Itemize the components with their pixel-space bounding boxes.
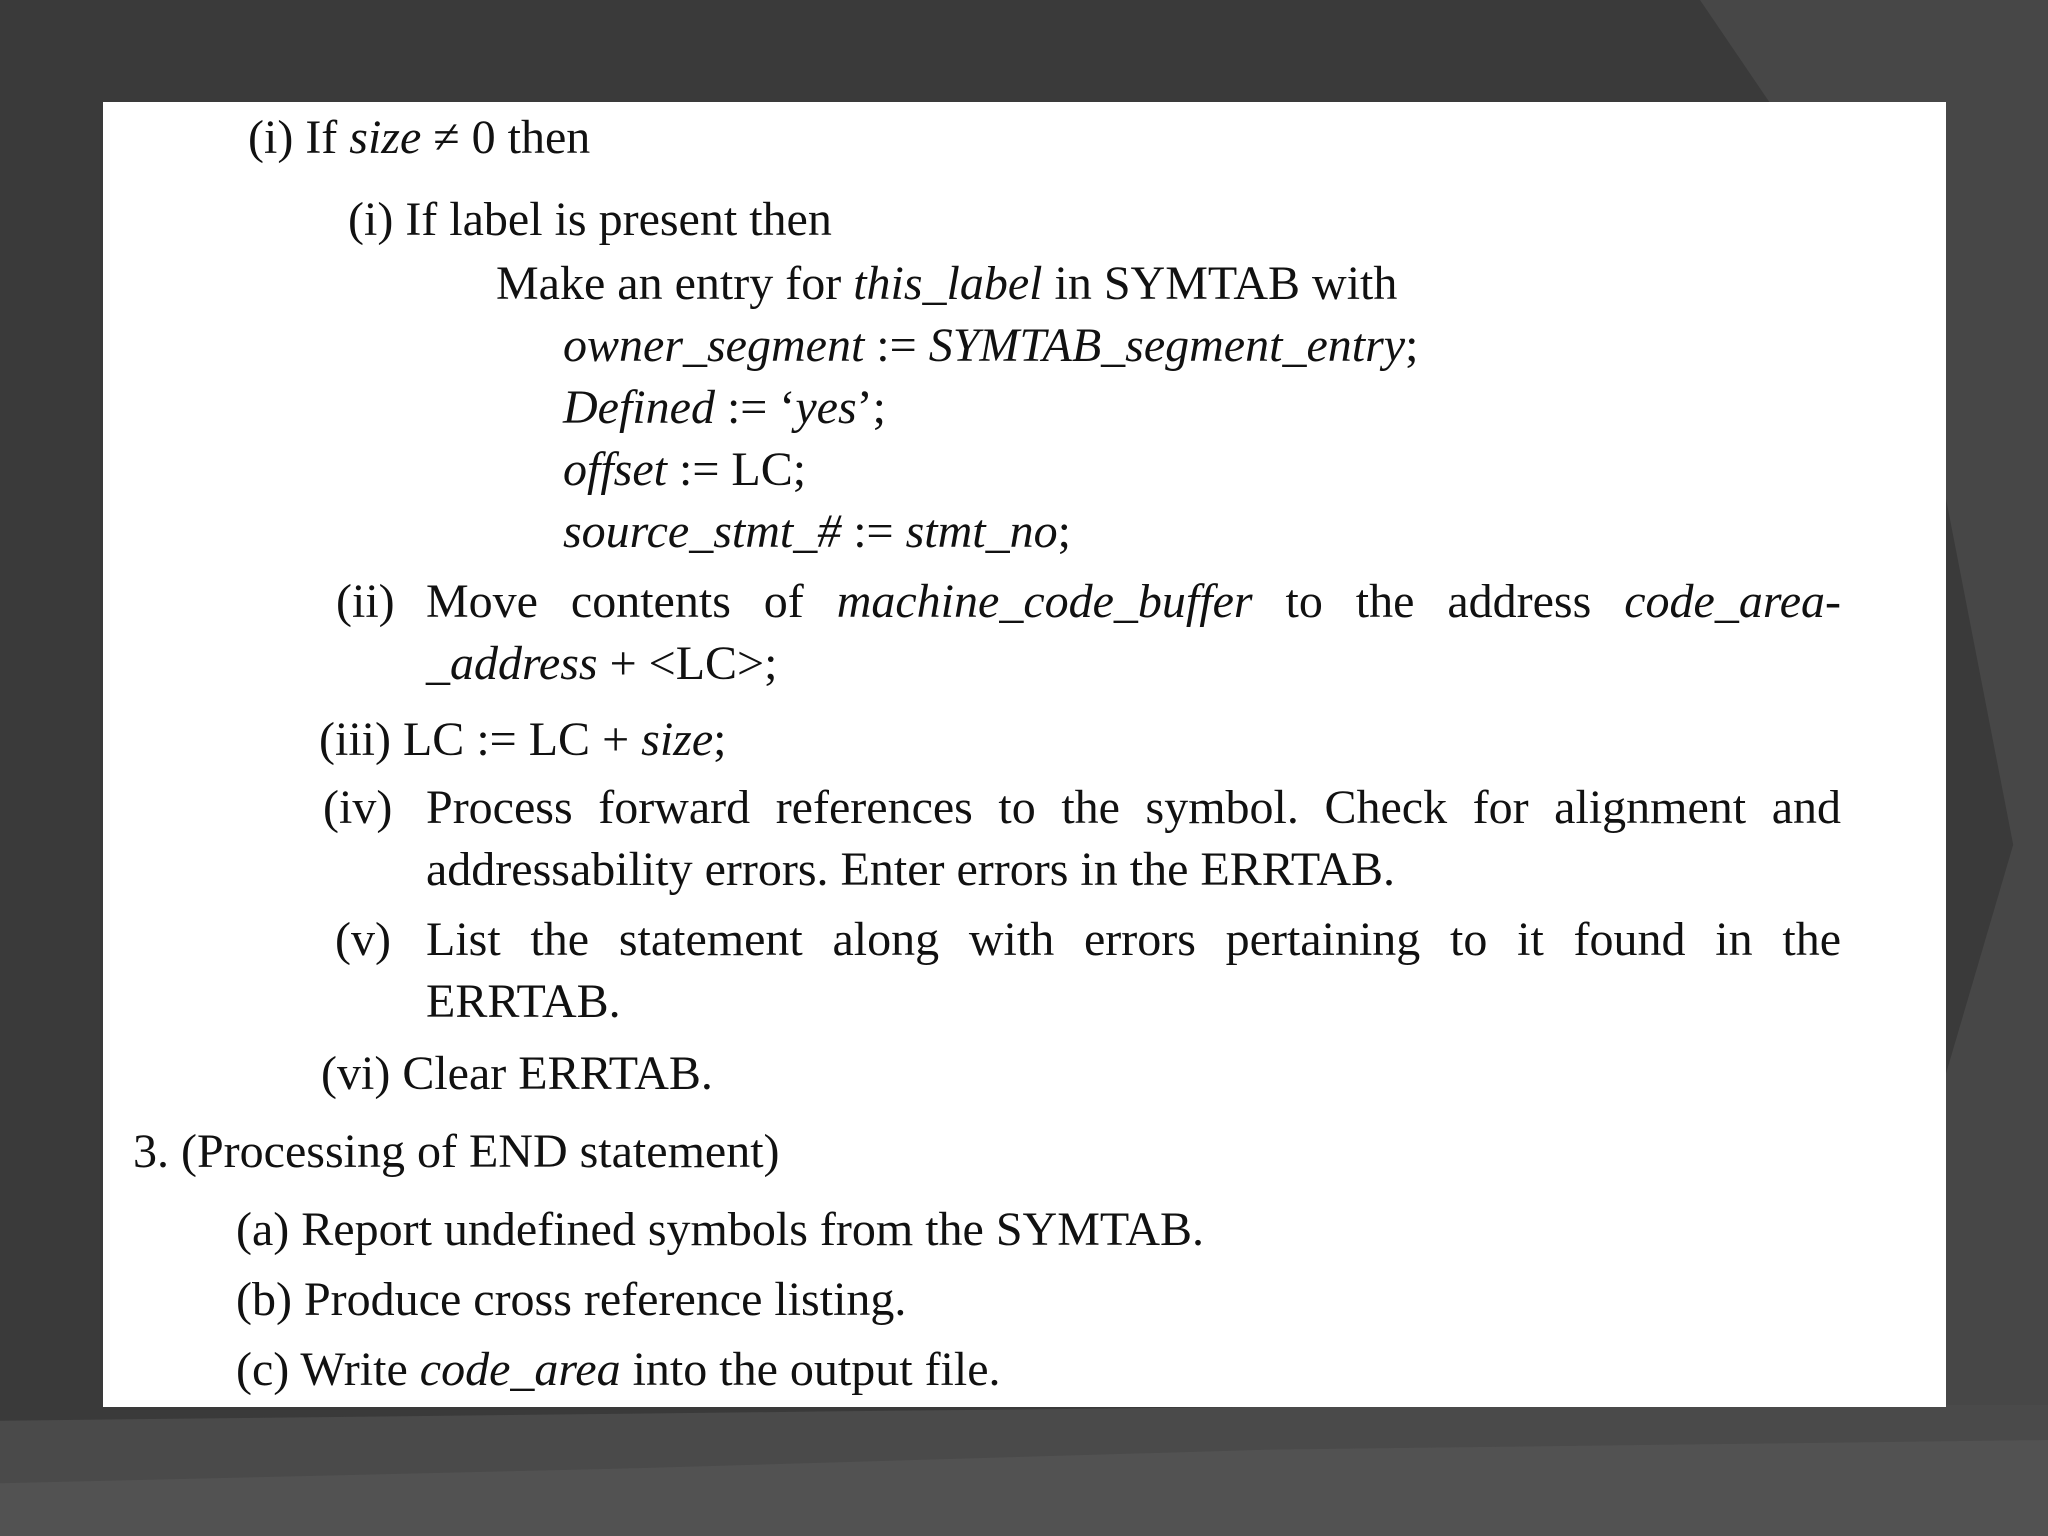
item-label: (iii) (319, 713, 391, 766)
item-text: to the address (1252, 575, 1625, 628)
item-text: Clear ERRTAB. (402, 1047, 713, 1100)
code-op: := LC; (667, 443, 807, 496)
italic-term: machine_code_buffer (836, 575, 1253, 628)
document-page (103, 102, 1946, 1407)
step-v-label (335, 912, 391, 968)
step-c (236, 1342, 1001, 1398)
italic-term: _address (426, 637, 598, 690)
item-text: ERRTAB. (426, 975, 621, 1028)
step-iii (319, 712, 726, 768)
code-lhs: Defined (563, 381, 715, 434)
code-owner-segment (563, 318, 1418, 374)
step-i-label-present (348, 192, 832, 248)
step-3-heading (133, 1124, 780, 1180)
item-text: + <LC>; (597, 637, 778, 690)
item-label: (v) (335, 913, 391, 966)
item-label: (b) (236, 1273, 292, 1326)
step-v-line-2 (426, 974, 621, 1030)
item-text: Process forward references to the symbol. Check for alignment and (426, 781, 1841, 834)
step-iv-line-1 (426, 780, 1841, 836)
step-ii-label (336, 574, 395, 630)
item-label: (i) (348, 193, 394, 246)
item-text: List the statement along with errors pertaining to it found in the (426, 913, 1841, 966)
code-defined (563, 380, 886, 436)
step-iv-line-2 (426, 842, 1395, 898)
code-lhs: offset (563, 443, 667, 496)
code-end: ; (1057, 505, 1071, 558)
item-label: 3. (133, 1125, 169, 1178)
code-end: ; (1405, 319, 1419, 372)
item-text: ; (713, 713, 727, 766)
code-lhs: source_stmt_# (563, 505, 842, 558)
code-op: := (841, 505, 906, 558)
code-rhs: SYMTAB_segment_entry (928, 319, 1406, 372)
item-label: (iv) (323, 781, 393, 834)
item-text: into the output file. (620, 1343, 1001, 1396)
step-v-line-1 (426, 912, 1841, 968)
step-ii-line-1 (426, 574, 1841, 630)
item-label: (vi) (321, 1047, 391, 1100)
step-ii-line-2 (426, 636, 777, 692)
step-vi (321, 1046, 713, 1102)
item-text: LC := LC + (402, 713, 642, 766)
item-text: Produce cross reference listing. (303, 1273, 907, 1326)
item-label: (ii) (336, 575, 395, 628)
italic-term: code_area (419, 1343, 621, 1396)
code-rhs: yes (795, 381, 857, 434)
item-label: (i) (248, 111, 294, 164)
step-a (236, 1202, 1204, 1258)
item-label: (a) (236, 1203, 290, 1256)
item-text: (Processing of END statement) (181, 1125, 780, 1178)
step-iv-label (323, 780, 392, 836)
code-op: := (864, 319, 929, 372)
item-text: If label is present then (405, 193, 832, 246)
italic-term: size (641, 713, 714, 766)
italic-term: this_label (853, 257, 1043, 310)
item-text: addressability errors. Enter errors in the ERRTAB. (426, 843, 1396, 896)
step-i-size-check: (i) If size ≠ 0 then (248, 111, 591, 164)
code-source-stmt (563, 504, 1071, 560)
step-b (236, 1272, 906, 1328)
item-label: (c) (236, 1343, 290, 1396)
italic-term: code_area- (1624, 575, 1841, 628)
item-text: Move contents of (426, 575, 837, 628)
code-lhs: owner_segment (563, 319, 865, 372)
code-offset (563, 442, 806, 498)
italic-term: size (349, 111, 422, 164)
code-op: := ‘ (714, 381, 796, 434)
make-entry-line: Make an entry for this_label in SYMTAB with (496, 257, 1398, 310)
item-text: Write (300, 1343, 420, 1396)
item-text: Report undefined symbols from the SYMTAB. (301, 1203, 1205, 1256)
code-rhs: stmt_no (905, 505, 1058, 558)
code-end: ’; (856, 381, 886, 434)
